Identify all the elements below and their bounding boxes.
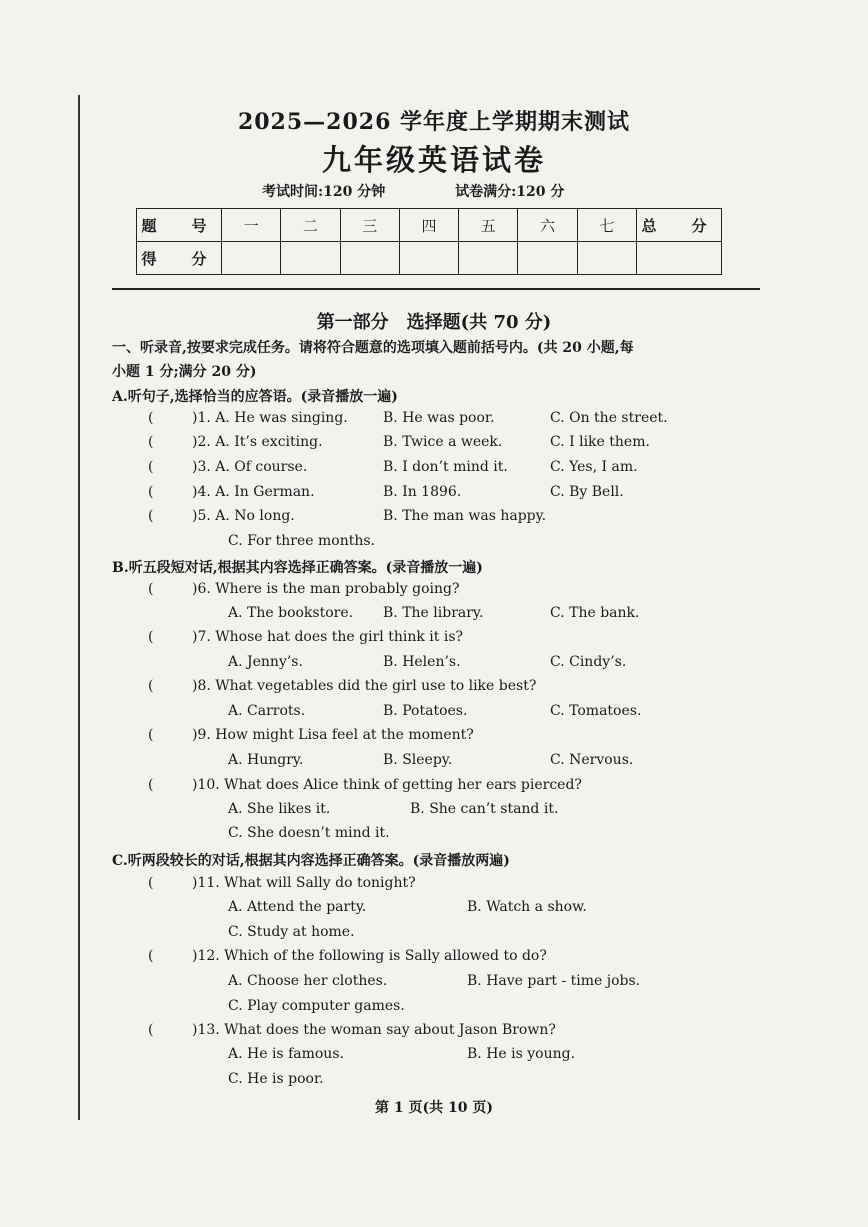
option-c: C. By Bell.: [550, 484, 624, 500]
question-13: )13. What does the woman say about Jason Brown?: [192, 1022, 556, 1038]
page-footer: 第 1 页(共 10 页): [375, 1100, 493, 1116]
question-11: )11. What will Sally do tonight?: [192, 875, 416, 891]
section-instruction: 小题 1 分;满分 20 分): [112, 364, 257, 380]
score-cell: 五: [459, 209, 518, 242]
option-c: C. Study at home.: [228, 924, 355, 940]
exam-subject-title: 九年级英语试卷: [321, 143, 546, 177]
option-a: A. Attend the party.: [228, 899, 367, 915]
score-table: [136, 208, 722, 275]
score-cell: 二: [281, 209, 340, 242]
option-a: A. Jenny’s.: [228, 654, 303, 670]
option-b: B. Twice a week.: [383, 434, 503, 450]
option-c: C. On the street.: [550, 410, 668, 426]
score-cell: 六: [518, 209, 577, 242]
exam-full-score: 试卷满分:120 分: [455, 184, 565, 200]
option-a: A. Hungry.: [228, 752, 304, 768]
score-cell: 一: [222, 209, 281, 242]
section-b-heading: B.听五段短对话,根据其内容选择正确答案。(录音播放一遍): [112, 560, 483, 576]
score-input-cell[interactable]: [577, 242, 636, 275]
score-cell: 七: [577, 209, 636, 242]
question-4: )4. A. In German.: [192, 484, 315, 500]
option-b: B. Have part - time jobs.: [467, 973, 641, 989]
answer-paren: (: [148, 508, 154, 524]
score-cell-label: 题 号: [137, 209, 222, 242]
question-10: )10. What does Alice think of getting her ears pierced?: [192, 777, 582, 793]
score-input-cell[interactable]: [222, 242, 281, 275]
score-input-cell[interactable]: [518, 242, 577, 275]
score-input-cell[interactable]: [637, 242, 722, 275]
option-c: C. He is poor.: [228, 1071, 324, 1087]
option-a: A. He is famous.: [228, 1046, 344, 1062]
option-b: B. The man was happy.: [383, 508, 547, 524]
option-b: B. Potatoes.: [383, 703, 468, 719]
section-c-heading: C.听两段较长的对话,根据其内容选择正确答案。(录音播放两遍): [112, 853, 510, 869]
answer-paren: (: [148, 948, 154, 964]
divider: [112, 288, 760, 290]
answer-paren: (: [148, 1022, 154, 1038]
score-input-cell[interactable]: [399, 242, 458, 275]
option-b: B. I don’t mind it.: [383, 459, 508, 475]
section-instruction: 一、听录音,按要求完成任务。请将符合题意的选项填入题前括号内。(共 20 小题,每: [112, 340, 634, 356]
question-5: )5. A. No long.: [192, 508, 295, 524]
exam-year-title: 2025—2026 学年度上学期期末测试: [237, 109, 631, 135]
option-b: B. In 1896.: [383, 484, 462, 500]
answer-paren: (: [148, 484, 154, 500]
option-c: C. Play computer games.: [228, 998, 405, 1014]
answer-paren: (: [148, 727, 154, 743]
option-c: C. Nervous.: [550, 752, 634, 768]
score-table-header-row: [137, 209, 722, 242]
option-c: C. For three months.: [228, 533, 375, 549]
question-1: )1. A. He was singing.: [192, 410, 348, 426]
option-a: A. Choose her clothes.: [228, 973, 388, 989]
answer-paren: (: [148, 777, 154, 793]
score-cell: 三: [340, 209, 399, 242]
score-cell-total: 总 分: [637, 209, 722, 242]
option-a: A. Carrots.: [228, 703, 306, 719]
answer-paren: (: [148, 678, 154, 694]
exam-info: [262, 181, 564, 201]
question-7: )7. Whose hat does the girl think it is?: [192, 629, 464, 645]
section-a-heading: A.听句子,选择恰当的应答语。(录音播放一遍): [112, 389, 398, 405]
answer-paren: (: [148, 875, 154, 891]
option-a: A. She likes it.: [228, 801, 331, 817]
option-b: B. The library.: [383, 605, 484, 621]
option-c: C. She doesn’t mind it.: [228, 825, 390, 841]
question-8: )8. What vegetables did the girl use to like best?: [192, 678, 537, 694]
option-c: C. Yes, I am.: [550, 459, 638, 475]
answer-paren: (: [148, 581, 154, 597]
option-c: C. The bank.: [550, 605, 640, 621]
option-c: C. I like them.: [550, 434, 650, 450]
option-a: A. The bookstore.: [228, 605, 354, 621]
score-input-cell[interactable]: [281, 242, 340, 275]
question-6: )6. Where is the man probably going?: [192, 581, 460, 597]
answer-paren: (: [148, 629, 154, 645]
score-cell-label: 得 分: [137, 242, 222, 275]
score-input-cell[interactable]: [459, 242, 518, 275]
option-b: B. He is young.: [467, 1046, 576, 1062]
score-input-cell[interactable]: [340, 242, 399, 275]
question-2: )2. A. It’s exciting.: [192, 434, 323, 450]
question-9: )9. How might Lisa feel at the moment?: [192, 727, 474, 743]
part-title: 第一部分 选择题(共 70 分): [316, 312, 552, 333]
score-cell: 四: [399, 209, 458, 242]
option-c: C. Cindy’s.: [550, 654, 627, 670]
option-b: B. He was poor.: [383, 410, 495, 426]
answer-paren: (: [148, 410, 154, 426]
binding-margin-line: [78, 95, 80, 1120]
option-b: B. Watch a show.: [467, 899, 587, 915]
answer-paren: (: [148, 434, 154, 450]
option-b: B. Sleepy.: [383, 752, 453, 768]
option-c: C. Tomatoes.: [550, 703, 642, 719]
question-3: )3. A. Of course.: [192, 459, 308, 475]
score-table-score-row: [137, 242, 722, 275]
question-12: )12. Which of the following is Sally allowed to do?: [192, 948, 547, 964]
option-b: B. Helen’s.: [383, 654, 461, 670]
answer-paren: (: [148, 459, 154, 475]
exam-time: 考试时间:120 分钟: [262, 184, 386, 200]
option-b: B. She can’t stand it.: [410, 801, 559, 817]
